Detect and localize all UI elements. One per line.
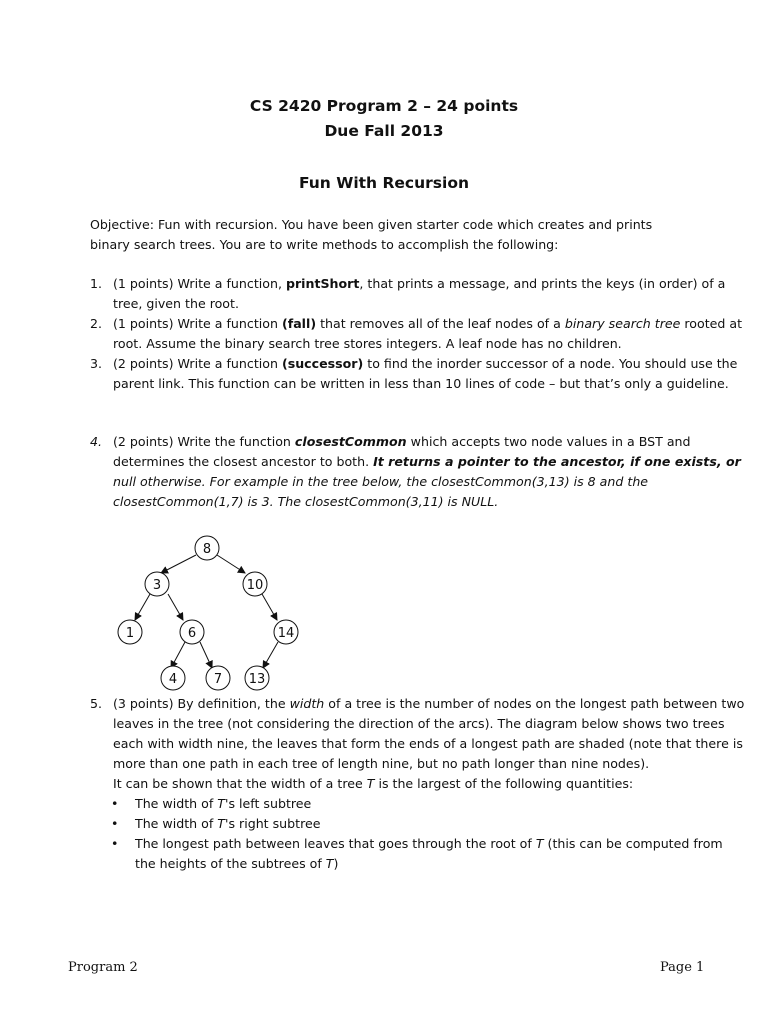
item-number: 1. <box>90 276 103 291</box>
item-text-part: (1 points) Write a function, <box>113 276 286 291</box>
tree-edge <box>161 555 196 573</box>
section-title: Fun With Recursion <box>298 174 470 192</box>
function-name: (successor) <box>281 356 364 371</box>
item-text <box>113 354 745 394</box>
list-item-5 <box>90 694 745 874</box>
node-label: 8 <box>202 542 212 557</box>
item-number: 5. <box>90 696 103 711</box>
item-text-part: is the largest of the following quantities: <box>374 776 634 791</box>
node-label: 10 <box>246 578 264 593</box>
tree-edge <box>262 594 277 620</box>
bullet-list <box>90 794 745 874</box>
emphasis-text: T <box>217 816 225 831</box>
item-number: 4. <box>90 434 103 449</box>
emphasis-text: It returns a pointer to the ancestor, if one exists, or <box>373 454 741 469</box>
page-title: CS 2420 Program 2 – 24 points <box>249 97 519 115</box>
emphasis-text: binary search tree <box>564 316 681 331</box>
due-date: Due Fall 2013 <box>324 122 444 140</box>
bullet-text: ) <box>333 856 339 871</box>
list-item-1 <box>90 274 745 314</box>
item-text-part: that removes all of the leaf nodes of a <box>316 316 565 331</box>
tree-edge <box>263 642 278 668</box>
item-text-part: of a tree is the number of nodes on the longest path between two leaves in the tree (not considering the direction of the arcs). The diagram below shows two trees each with width nine, the leaves that form the ends of a longest path are shaded (note that there is more than one path in each tree of length nine, but no path longer than nine nodes). <box>113 696 745 771</box>
bullet-text: 's left subtree <box>225 796 312 811</box>
item-text-part: (1 points) Write a function <box>113 316 282 331</box>
objective-line2: binary search trees. You are to write methods to accomplish the following: <box>90 237 559 252</box>
function-name: (fall) <box>281 316 317 331</box>
emphasis-text: T <box>325 856 334 871</box>
item-text-part: to find the inorder successor of a node. You should use the parent link. This function can be written in less than 10 lines of code – but that’s only a guideline. <box>113 356 738 391</box>
tree-edge <box>135 594 150 620</box>
item-text-part: , that prints a message, and prints the keys (in order) of a tree, given the root. <box>113 276 726 311</box>
node-label: 14 <box>277 626 295 641</box>
footer-program-label: Program 2 <box>68 960 138 975</box>
emphasis-text: null otherwise. For example in the tree below, the closestCommon(3,13) is 8 and the closestCommon(1,7) is 3. The closestCommon(3,11) is NULL. <box>113 474 649 509</box>
item-number: 3. <box>90 356 103 371</box>
bullet-text: The longest path between leaves that goes through the root of <box>135 836 536 851</box>
emphasis-text: T <box>217 796 225 811</box>
objective-paragraph <box>90 215 740 255</box>
item-text-part: It can be shown that the width of a tree <box>113 776 367 791</box>
tree-edge <box>217 555 245 573</box>
binary-search-tree-diagram <box>100 530 330 695</box>
bullet-item <box>90 814 745 834</box>
item-text-part: (3 points) By definition, the <box>113 696 290 711</box>
item-text-part: (2 points) Write the function <box>113 434 295 449</box>
emphasis-text: T <box>535 836 544 851</box>
bullet-text: 's right subtree <box>225 816 321 831</box>
function-name: printShort <box>285 276 360 291</box>
item-number: 2. <box>90 316 103 331</box>
bullet-text: (this can be computed from the heights of the subtrees of <box>135 836 723 871</box>
objective-line1: Objective: Fun with recursion. You have been given starter code which creates and prints <box>90 217 653 232</box>
item-text-part: rooted at root. Assume the binary search tree stores integers. A leaf node has no children. <box>113 316 743 351</box>
node-label: 3 <box>152 578 162 593</box>
bullet-item <box>90 834 745 874</box>
tree-edge <box>168 594 183 620</box>
list-item-2 <box>90 314 745 354</box>
bullet-text: The width of <box>135 796 218 811</box>
bullet-text: The width of <box>135 816 218 831</box>
function-name: closestCommon <box>294 434 407 449</box>
list-item-4 <box>90 432 745 512</box>
tree-edge <box>200 642 212 668</box>
footer-page-number: Page 1 <box>660 960 705 975</box>
tree-edge <box>171 642 185 668</box>
item-text <box>113 694 745 774</box>
item-text <box>113 432 745 512</box>
emphasis-text: width <box>289 696 325 711</box>
item-text <box>113 274 745 314</box>
node-label: 1 <box>125 626 135 641</box>
node-label: 4 <box>168 672 178 687</box>
node-label: 7 <box>213 672 223 687</box>
node-label: 13 <box>248 672 266 687</box>
item-text-part: (2 points) Write a function <box>113 356 282 371</box>
item-text-part: which accepts two node values in a BST and determines the closest ancestor to both. <box>113 434 691 469</box>
item-text <box>113 774 745 794</box>
emphasis-text: T <box>366 776 375 791</box>
item-text <box>113 314 745 354</box>
bullet-item <box>90 794 745 814</box>
list-item-3 <box>90 354 745 394</box>
node-label: 6 <box>187 626 197 641</box>
